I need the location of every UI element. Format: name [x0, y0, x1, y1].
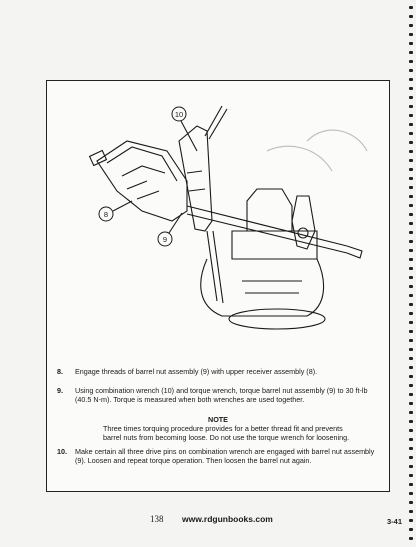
binding-ring [409, 537, 413, 540]
callout-9: 9 [162, 235, 168, 244]
binding-ring [409, 132, 413, 135]
binding-ring [409, 123, 413, 126]
binding-ring [409, 438, 413, 441]
binding-ring [409, 402, 413, 405]
binding-ring [409, 258, 413, 261]
vise-drawing [247, 189, 292, 231]
combination-wrench-drawing [179, 126, 212, 231]
binding-ring [409, 357, 413, 360]
binding-ring [409, 339, 413, 342]
binding-ring [409, 42, 413, 45]
callout-10: 10 [174, 110, 184, 119]
binding-ring [409, 96, 413, 99]
binding-ring [409, 186, 413, 189]
binding-ring [409, 213, 413, 216]
binding-ring [409, 384, 413, 387]
binding-ring [409, 6, 413, 9]
manual-page-reference: 3-41 [386, 517, 402, 526]
binding-ring [409, 375, 413, 378]
binding-ring [409, 15, 413, 18]
binding-ring [409, 267, 413, 270]
binding-ring [409, 366, 413, 369]
binding-ring [409, 483, 413, 486]
binding-ring [409, 231, 413, 234]
binding-ring [409, 492, 413, 495]
binding-ring [409, 240, 413, 243]
binding-ring [409, 501, 413, 504]
binding-ring [409, 69, 413, 72]
binding-ring [409, 141, 413, 144]
binding-ring [409, 420, 413, 423]
step-number: 10. [57, 447, 67, 456]
binding-ring [409, 474, 413, 477]
binding-ring [409, 303, 413, 306]
step-text: Engage threads of barrel nut assembly (9) with upper receiver assembly (8). [75, 367, 318, 376]
spiral-binding [406, 0, 416, 547]
binding-ring [409, 60, 413, 63]
binding-ring [409, 24, 413, 27]
binding-ring [409, 114, 413, 117]
step-text: Make certain all three drive pins on combination wrench are engaged with barrel nut assembly (9). Loosen and repeat torque operation. Then loosen the barrel nut again. [75, 447, 375, 465]
binding-ring [409, 348, 413, 351]
binding-ring [409, 519, 413, 522]
website-link[interactable]: www.rdgunbooks.com [182, 514, 273, 524]
binding-ring [409, 447, 413, 450]
binding-ring [409, 204, 413, 207]
binding-ring [409, 429, 413, 432]
binding-ring [409, 159, 413, 162]
binding-ring [409, 33, 413, 36]
step-text: Using combination wrench (10) and torque wrench, torque barrel nut assembly (9) to 30 ft-lb (40.5 N-m). Torque is measured when both wrenches are used together. [75, 386, 368, 404]
page-number: 138 [150, 514, 164, 524]
binding-ring [409, 456, 413, 459]
binding-ring [409, 285, 413, 288]
binding-ring [409, 195, 413, 198]
binding-ring [409, 51, 413, 54]
binding-ring [409, 510, 413, 513]
binding-ring [409, 150, 413, 153]
barrel-nut-illustration [47, 81, 389, 356]
binding-ring [409, 528, 413, 531]
binding-ring [409, 465, 413, 468]
binding-ring [409, 411, 413, 414]
binding-ring [409, 393, 413, 396]
barrel-drawing [187, 206, 347, 253]
binding-ring [409, 222, 413, 225]
binding-ring [409, 321, 413, 324]
step-number: 9. [57, 386, 63, 395]
binding-ring [409, 105, 413, 108]
binding-ring [409, 312, 413, 315]
binding-ring [409, 87, 413, 90]
content-frame [46, 80, 390, 492]
binding-ring [409, 249, 413, 252]
binding-ring [409, 177, 413, 180]
binding-ring [409, 78, 413, 81]
page-footer [150, 514, 273, 528]
binding-ring [409, 168, 413, 171]
binding-ring [409, 330, 413, 333]
step-number: 8. [57, 367, 63, 376]
note-text: Three times torquing procedure provides for a better thread fit and prevents barrel nuts from becoming loose. Do not use the torque wrench for loosening. [103, 424, 350, 442]
callout-8: 8 [103, 210, 109, 219]
note-title: NOTE [208, 415, 228, 424]
binding-ring [409, 276, 413, 279]
binding-ring [409, 294, 413, 297]
